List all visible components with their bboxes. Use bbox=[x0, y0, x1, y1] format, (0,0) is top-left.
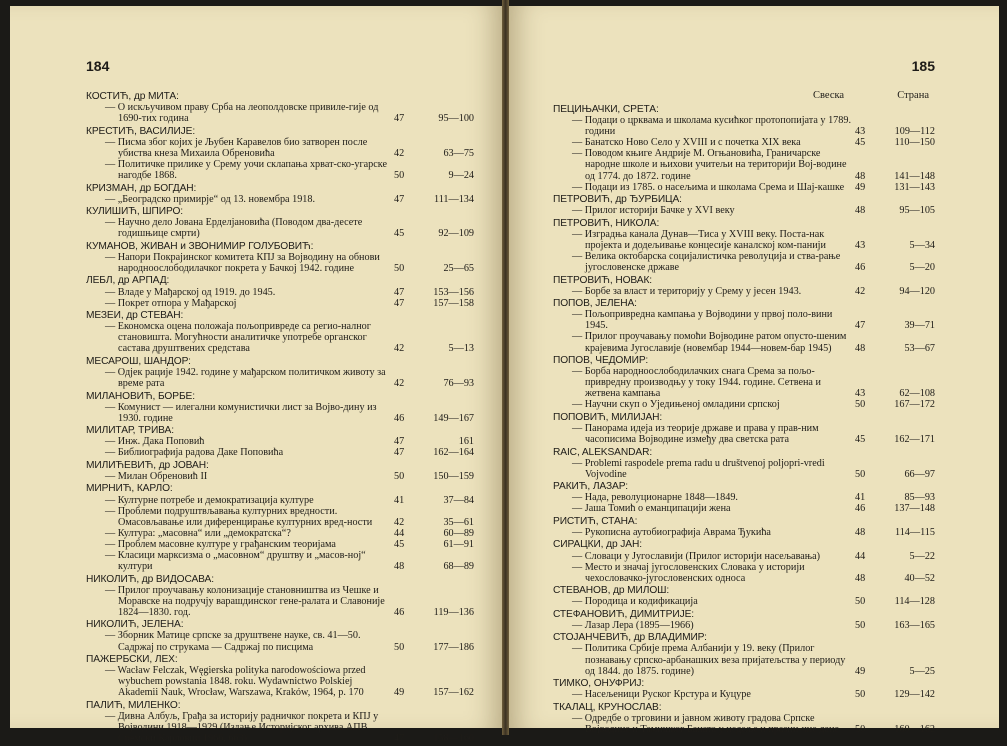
index-item bbox=[553, 309, 935, 331]
item-title: — Поводом књиге Андрије М. Огњановића, Граничарске народне школе и њихови учитељи на територији Вој-водине од 1774. до 1872. године bbox=[572, 148, 847, 182]
item-title: — Изградња канала Дунав—Тиса у XVIII веку. Поста-нак пројекта и додељивање концесије каналској ком-панији bbox=[572, 228, 826, 251]
item-volume: 47 bbox=[394, 436, 405, 448]
index-entry bbox=[86, 425, 474, 458]
index-item bbox=[553, 527, 935, 538]
index-entry bbox=[86, 183, 474, 205]
item-volume: 44 bbox=[394, 527, 405, 539]
item-volume: 43 bbox=[855, 388, 866, 400]
index-item bbox=[86, 711, 474, 744]
item-pages: 61—91 bbox=[443, 538, 474, 550]
index-entry bbox=[86, 483, 474, 572]
index-item bbox=[86, 528, 474, 539]
item-title: — Библиографија радова Даке Поповића bbox=[105, 447, 284, 459]
author-name: КУЛИШИЋ, ШПИРО: bbox=[86, 206, 184, 218]
index-column-left bbox=[86, 91, 474, 746]
header-volume: Свеска bbox=[813, 90, 845, 101]
item-volume: 45 bbox=[855, 434, 866, 446]
item-title: — Политичке прилике у Срему уочи склапања хрват-ско-угарске нагодбе 1868. bbox=[105, 158, 387, 182]
item-volume: 50 bbox=[855, 399, 866, 411]
author-name: МИРНИЋ, КАРЛО: bbox=[86, 483, 173, 495]
item-volume: 43 bbox=[855, 239, 866, 251]
index-entry bbox=[86, 126, 474, 181]
item-volume: 48 bbox=[855, 342, 866, 354]
index-entry bbox=[86, 91, 474, 124]
index-item bbox=[86, 447, 474, 458]
index-item bbox=[86, 367, 474, 389]
index-item bbox=[86, 539, 474, 550]
index-entry bbox=[86, 356, 474, 389]
item-volume: 47 bbox=[855, 320, 866, 332]
item-pages: 161 bbox=[458, 436, 474, 448]
item-pages: 95—100 bbox=[438, 113, 474, 125]
item-volume: 47 bbox=[394, 447, 405, 459]
author-name: МИЛИЋЕВИЋ, др ЈОВАН: bbox=[86, 459, 209, 471]
item-volume: 46 bbox=[394, 412, 405, 424]
author-name: ПАЖЕРБСКИ, ЛЕХ: bbox=[86, 654, 178, 666]
item-title: — Прилог историји Бачке у XVI веку bbox=[572, 205, 735, 217]
item-title: — Панорама идеја из теорије државе и права у прав-ним часописима Војводине између два светска рата bbox=[572, 422, 819, 446]
index-entry bbox=[553, 702, 935, 735]
index-item bbox=[553, 492, 935, 503]
index-item bbox=[553, 286, 935, 297]
index-item bbox=[86, 495, 474, 506]
item-title: — Wacław Felczak, Węgierska polityka narodowościowa przed wybuchem powstania 1848. roku. Wydawnictwo Polskiej Akademii Nauk, Wrocław, Warszawa, Kraków, 1964, p. 170 bbox=[105, 665, 366, 699]
item-pages: 158—160 bbox=[433, 733, 474, 745]
author-name: СТЕВАНОВ, др МИЛОШ: bbox=[553, 585, 670, 597]
item-title: — Класици марксизма о „масовном“ друштву и „масов-ној“ култури bbox=[105, 550, 366, 573]
item-pages: 109—112 bbox=[894, 126, 935, 138]
index-item bbox=[86, 402, 474, 424]
item-title: — Прилог проучавању помоћи Војводине ратом опусто-шеним крајевима Југославије (новембар 1944—новем-бар 1945) bbox=[572, 331, 847, 354]
index-item bbox=[553, 458, 935, 480]
index-item bbox=[86, 252, 474, 274]
index-item bbox=[86, 321, 474, 354]
index-item bbox=[553, 399, 935, 410]
item-pages: 40—52 bbox=[904, 572, 935, 584]
item-pages: 137—148 bbox=[894, 503, 935, 515]
index-item bbox=[553, 596, 935, 607]
index-entry bbox=[553, 194, 935, 216]
item-pages: 141—148 bbox=[894, 170, 935, 182]
item-volume: 42 bbox=[394, 378, 405, 390]
index-item bbox=[553, 423, 935, 445]
item-title: — Напори Покрајинског комитета КПЈ за Војводину на обнови народноослободилачког покрета у Бачкој 1942. године bbox=[105, 251, 380, 274]
author-name: СТЕФАНОВИЋ, ДИМИТРИЈЕ: bbox=[553, 608, 695, 620]
index-entry bbox=[553, 609, 935, 631]
index-item bbox=[553, 713, 935, 735]
index-entry bbox=[86, 574, 474, 618]
item-volume: 47 bbox=[394, 193, 405, 205]
item-volume: 50 bbox=[394, 262, 405, 274]
item-title: — Подаци о црквама и школама кусићког протопопијата у 1789. години bbox=[572, 115, 851, 138]
item-title: — Место и значај југословенских Словака у историји чехословачко-југословенских односа bbox=[572, 561, 805, 584]
item-volume: 43 bbox=[855, 126, 866, 138]
index-item bbox=[86, 506, 474, 528]
item-title: — „Београдско примирје“ од 13. новембра 1918. bbox=[105, 193, 316, 205]
index-entry bbox=[553, 447, 935, 480]
author-name: РИСТИЋ, СТАНА: bbox=[553, 515, 638, 527]
index-item bbox=[86, 287, 474, 298]
item-volume: 50 bbox=[855, 689, 866, 701]
item-pages: 157—162 bbox=[433, 687, 474, 699]
item-pages: 37—84 bbox=[443, 494, 474, 506]
item-volume: 41 bbox=[394, 494, 405, 506]
item-title: — Пољопривредна кампања у Војводини у првој поло-вини 1945. bbox=[572, 309, 833, 332]
item-volume: 46 bbox=[394, 606, 405, 618]
index-item bbox=[553, 148, 935, 181]
item-title: — Научни скуп о Уједињеној омладини српској bbox=[572, 399, 780, 411]
item-volume: 50 bbox=[855, 468, 866, 480]
index-entry bbox=[553, 481, 935, 514]
item-volume: 46 bbox=[855, 262, 866, 274]
item-pages: 160—162 bbox=[894, 723, 935, 735]
item-title: — Милан Обреновић II bbox=[105, 471, 208, 482]
index-item bbox=[86, 665, 474, 698]
item-title: — Проблем масовне културе у грађанским теоријама bbox=[105, 538, 336, 550]
author-name: ПЕТРОВИЋ, др ЂУРБИЦА: bbox=[553, 194, 682, 206]
index-entry bbox=[553, 678, 935, 700]
index-entry bbox=[86, 391, 474, 424]
item-volume: 50 bbox=[855, 723, 866, 735]
index-item bbox=[553, 503, 935, 514]
index-entry bbox=[86, 619, 474, 652]
item-pages: 119—136 bbox=[433, 606, 474, 618]
item-volume: 48 bbox=[855, 205, 866, 217]
index-entry bbox=[553, 516, 935, 538]
author-name: ПОПОВИЋ, МИЛИЈАН: bbox=[553, 411, 663, 423]
author-name: КРЕСТИЋ, ВАСИЛИЈЕ: bbox=[86, 125, 196, 137]
item-title: — Економска оцена положаја пољопривреде са регио-налног становишта. Могућности аналитичке употребе органског састава друштвених средстава bbox=[105, 321, 371, 355]
author-name: СИРАЦКИ, др ЈАН: bbox=[553, 539, 642, 551]
index-item bbox=[553, 331, 935, 353]
index-item bbox=[86, 194, 474, 205]
header-pages: Страна bbox=[897, 90, 929, 101]
item-title: — Насељеници Руског Крстура и Куцуре bbox=[572, 689, 751, 701]
item-title: — Култура: „масовна“ или „демократска“? bbox=[105, 527, 291, 539]
item-pages: 114—115 bbox=[895, 526, 935, 538]
item-volume: 48 bbox=[855, 170, 866, 182]
author-name: МЕЗЕИ, др СТЕВАН: bbox=[86, 310, 184, 322]
item-title: — Породица и кодификација bbox=[572, 596, 698, 608]
index-item bbox=[553, 643, 935, 676]
item-title: — Одредбе о трговини и јавном животу градова Српске Војводине и Тамишког Баната у недеље и празни-чне дане bbox=[572, 712, 839, 735]
item-volume: 50 bbox=[394, 641, 405, 653]
item-pages: 162—171 bbox=[894, 434, 935, 446]
item-pages: 149—167 bbox=[433, 412, 474, 424]
item-volume: 46 bbox=[855, 503, 866, 515]
index-item bbox=[553, 115, 935, 137]
item-title: — Рукописна аутобиографија Аврама Ђукића bbox=[572, 526, 771, 538]
item-title: — Прилог проучавању колонизације становништва из Чешке и Моравске на подручју варашдинског гене-ралата и Славоније 1824—1830. год. bbox=[105, 584, 385, 618]
index-entry bbox=[553, 104, 935, 193]
index-item bbox=[553, 366, 935, 399]
index-item bbox=[86, 298, 474, 309]
item-pages: 5—22 bbox=[909, 550, 935, 562]
item-title: — Зборник Матице српске за друштвене науке, св. 41—50. Садржај по струкама — Садржај по писцима bbox=[105, 630, 361, 653]
item-title: — Политика Србије према Албанији у 19. веку (Прилог познавању српско-арбанашких веза пријатељства у периоду од 1844. до 1875. године) bbox=[572, 643, 846, 677]
item-pages: 131—143 bbox=[894, 181, 935, 193]
item-volume: 49 bbox=[855, 181, 866, 193]
item-volume: 45 bbox=[855, 137, 866, 149]
item-title: — Подаци из 1785. о насељима и школама Срема и Шај-кашке bbox=[572, 181, 845, 193]
item-title: — Борба народноослободилачких снага Срема за пољо-привредну производњу у току 1944. године. Сетвена и жетвена кампања bbox=[572, 366, 821, 400]
index-item bbox=[86, 102, 474, 124]
author-name: НИКОЛИЋ, др ВИДОСАВА: bbox=[86, 573, 214, 585]
index-entry bbox=[553, 275, 935, 297]
index-item bbox=[553, 182, 935, 193]
index-entry bbox=[553, 632, 935, 676]
index-item bbox=[86, 630, 474, 652]
item-pages: 110—150 bbox=[894, 137, 935, 149]
author-name: КУМАНОВ, ЖИВАН и ЗВОНИМИР ГОЛУБОВИЋ: bbox=[86, 240, 314, 252]
index-item bbox=[553, 229, 935, 251]
author-name: КРИЗМАН, др БОГДАН: bbox=[86, 182, 197, 194]
author-name: ПЕТРОВИЋ, НОВАК: bbox=[553, 274, 653, 286]
author-name: НИКОЛИЋ, ЈЕЛЕНА: bbox=[86, 619, 184, 631]
author-name: ТИМКО, ОНУФРИЈ: bbox=[553, 678, 645, 690]
index-entry bbox=[553, 298, 935, 353]
item-title: — О искључивом праву Срба на леополдовске привиле-гије од 1690-тих година bbox=[105, 102, 379, 125]
item-title: — Банатско Ново Село у XVIII и с почетка XIX века bbox=[572, 137, 801, 149]
index-item bbox=[86, 217, 474, 239]
index-item bbox=[553, 205, 935, 216]
item-pages: 114—128 bbox=[894, 596, 935, 608]
index-column-right bbox=[553, 104, 935, 736]
item-volume: 48 bbox=[394, 561, 405, 573]
index-entry bbox=[553, 539, 935, 583]
item-pages: 129—142 bbox=[894, 689, 935, 701]
item-volume: 42 bbox=[394, 147, 405, 159]
index-entry bbox=[86, 275, 474, 308]
item-volume: 42 bbox=[394, 516, 405, 528]
page-number-left: 184 bbox=[86, 58, 110, 74]
item-title: — Проблеми подруштвљавања културних вредности. Омасовљавање или диференцирање културних вред-ности bbox=[105, 505, 373, 528]
index-entry bbox=[553, 355, 935, 410]
item-volume: 50 bbox=[855, 596, 866, 608]
item-title: — Јаша Томић о еманципацији жена bbox=[572, 503, 731, 515]
item-title: — Одјек рације 1942. године у мађарском политичком животу за време рата bbox=[105, 366, 386, 390]
item-pages: 163—165 bbox=[894, 619, 935, 631]
item-volume: 47 bbox=[394, 113, 405, 125]
item-pages: 5—20 bbox=[909, 262, 935, 274]
right-page bbox=[509, 6, 999, 735]
item-volume: 47 bbox=[394, 286, 405, 298]
item-title: — Инж. Дака Поповић bbox=[105, 436, 205, 448]
author-name: ПЕТРОВИЋ, НИКОЛА: bbox=[553, 217, 660, 229]
item-title: — Дивна Албуљ, Грађа за историју радничког покрета и КПЈ у Војводини 1918—1929 (Издање Историјског архива АПВ. Сремски Карловци 1966, 663) bbox=[105, 710, 379, 745]
item-pages: 62—108 bbox=[899, 388, 935, 400]
item-title: — Покрет отпора у Мађарској bbox=[105, 297, 237, 309]
item-title: — Борбе за власт и територију у Срему у јесен 1943. bbox=[572, 285, 802, 297]
item-pages: 167—172 bbox=[894, 399, 935, 411]
item-pages: 9—24 bbox=[448, 170, 474, 182]
index-item bbox=[86, 159, 474, 181]
left-page bbox=[10, 6, 502, 745]
index-item bbox=[86, 137, 474, 159]
item-pages: 60—89 bbox=[443, 527, 474, 539]
item-volume: 41 bbox=[855, 492, 866, 504]
item-title: — Комунист — илегални комунистички лист за Војво-дину из 1930. године bbox=[105, 401, 377, 424]
page-number-right: 185 bbox=[911, 58, 935, 74]
index-entry bbox=[86, 206, 474, 239]
item-title: — Велика октобарска социјалистичка револуција и ства-рање југословенске државе bbox=[572, 251, 841, 274]
index-entry bbox=[86, 310, 474, 354]
item-title: — Problemi raspodele prema radu u društvenoj poljopri-vredi Vojvodine bbox=[572, 457, 825, 480]
item-volume: 48 bbox=[855, 572, 866, 584]
index-item bbox=[86, 471, 474, 482]
index-item bbox=[553, 689, 935, 700]
author-name: КОСТИЋ, др МИТА: bbox=[86, 91, 179, 102]
item-pages: 92—109 bbox=[438, 228, 474, 240]
index-item bbox=[553, 562, 935, 584]
column-header bbox=[813, 90, 933, 101]
index-item bbox=[553, 620, 935, 631]
item-volume: 42 bbox=[855, 285, 866, 297]
author-name: ПАЛИЋ, МИЛЕНКО: bbox=[86, 699, 181, 711]
index-item bbox=[86, 550, 474, 572]
item-pages: 94—120 bbox=[899, 285, 935, 297]
item-volume: 50 bbox=[394, 471, 405, 482]
index-item bbox=[553, 251, 935, 273]
item-pages: 153—156 bbox=[433, 286, 474, 298]
item-volume: 49 bbox=[855, 665, 866, 677]
item-volume: 45 bbox=[394, 538, 405, 550]
author-name: МИЛАНОВИЋ, БОРБЕ: bbox=[86, 390, 195, 402]
item-volume: 47 bbox=[394, 297, 405, 309]
item-pages: 157—158 bbox=[433, 297, 474, 309]
item-volume: 47 bbox=[394, 733, 405, 745]
item-pages: 53—67 bbox=[904, 342, 935, 354]
author-name: ПЕЦИЊАЧКИ, СРЕТА: bbox=[553, 104, 659, 115]
index-entry bbox=[553, 218, 935, 273]
item-title: — Културне потребе и демократизација културе bbox=[105, 494, 314, 506]
item-pages: 39—71 bbox=[904, 320, 935, 332]
item-pages: 66—97 bbox=[904, 468, 935, 480]
item-pages: 162—164 bbox=[433, 447, 474, 459]
item-pages: 5—34 bbox=[909, 239, 935, 251]
item-pages: 35—61 bbox=[443, 516, 474, 528]
item-pages: 25—65 bbox=[443, 262, 474, 274]
item-pages: 111—134 bbox=[434, 193, 474, 205]
index-entry bbox=[86, 654, 474, 698]
item-title: — Лазар Лера (1895—1966) bbox=[572, 619, 694, 631]
item-volume: 42 bbox=[394, 343, 405, 355]
author-name: МЕСАРОШ, ШАНДОР: bbox=[86, 355, 191, 367]
item-title: — Владе у Мађарској од 1919. до 1945. bbox=[105, 286, 276, 298]
item-pages: 76—93 bbox=[443, 378, 474, 390]
index-entry bbox=[553, 585, 935, 607]
author-name: ПОПОВ, ЧЕДОМИР: bbox=[553, 355, 649, 367]
item-pages: 68—89 bbox=[443, 561, 474, 573]
index-entry bbox=[86, 700, 474, 744]
author-name: ТКАЛАЦ, КРУНОСЛАВ: bbox=[553, 701, 662, 713]
item-volume: 50 bbox=[855, 619, 866, 631]
author-name: RAIC, ALEKSANDAR: bbox=[553, 446, 653, 458]
author-name: ПОПОВ, ЈЕЛЕНА: bbox=[553, 298, 637, 310]
index-entry bbox=[86, 460, 474, 482]
item-pages: 5—25 bbox=[909, 665, 935, 677]
item-pages: 150—159 bbox=[433, 471, 474, 482]
item-pages: 85—93 bbox=[904, 492, 935, 504]
item-title: — Научно дело Јована Ерделјановића (Поводом два-десете годишњице смрти) bbox=[105, 217, 363, 240]
book-gutter bbox=[502, 0, 509, 735]
item-pages: 63—75 bbox=[443, 147, 474, 159]
index-entry bbox=[553, 412, 935, 445]
author-name: ЛЕБЛ, др АРПАД: bbox=[86, 275, 170, 287]
index-entry bbox=[86, 241, 474, 274]
index-item bbox=[553, 137, 935, 148]
item-volume: 49 bbox=[394, 687, 405, 699]
item-pages: 5—13 bbox=[448, 343, 474, 355]
item-pages: 177—186 bbox=[433, 641, 474, 653]
author-name: РАКИЋ, ЛАЗАР: bbox=[553, 481, 628, 493]
author-name: СТОЈАНЧЕВИЋ, др ВЛАДИМИР: bbox=[553, 632, 707, 644]
item-volume: 50 bbox=[394, 170, 405, 182]
item-volume: 44 bbox=[855, 550, 866, 562]
item-volume: 45 bbox=[394, 228, 405, 240]
index-item bbox=[553, 551, 935, 562]
item-pages: 95—105 bbox=[899, 205, 935, 217]
item-title: — Писма због којих је Љубен Каравелов био затворен после убиства кнеза Михаила Обреновића bbox=[105, 136, 368, 159]
item-volume: 48 bbox=[855, 526, 866, 538]
item-title: — Нада, револуционарне 1848—1849. bbox=[572, 492, 738, 504]
item-title: — Словаци у Југославији (Прилог историји насељавања) bbox=[572, 550, 821, 562]
author-name: МИЛИТАР, ТРИВА: bbox=[86, 425, 174, 437]
index-item bbox=[86, 585, 474, 618]
index-item bbox=[86, 436, 474, 447]
